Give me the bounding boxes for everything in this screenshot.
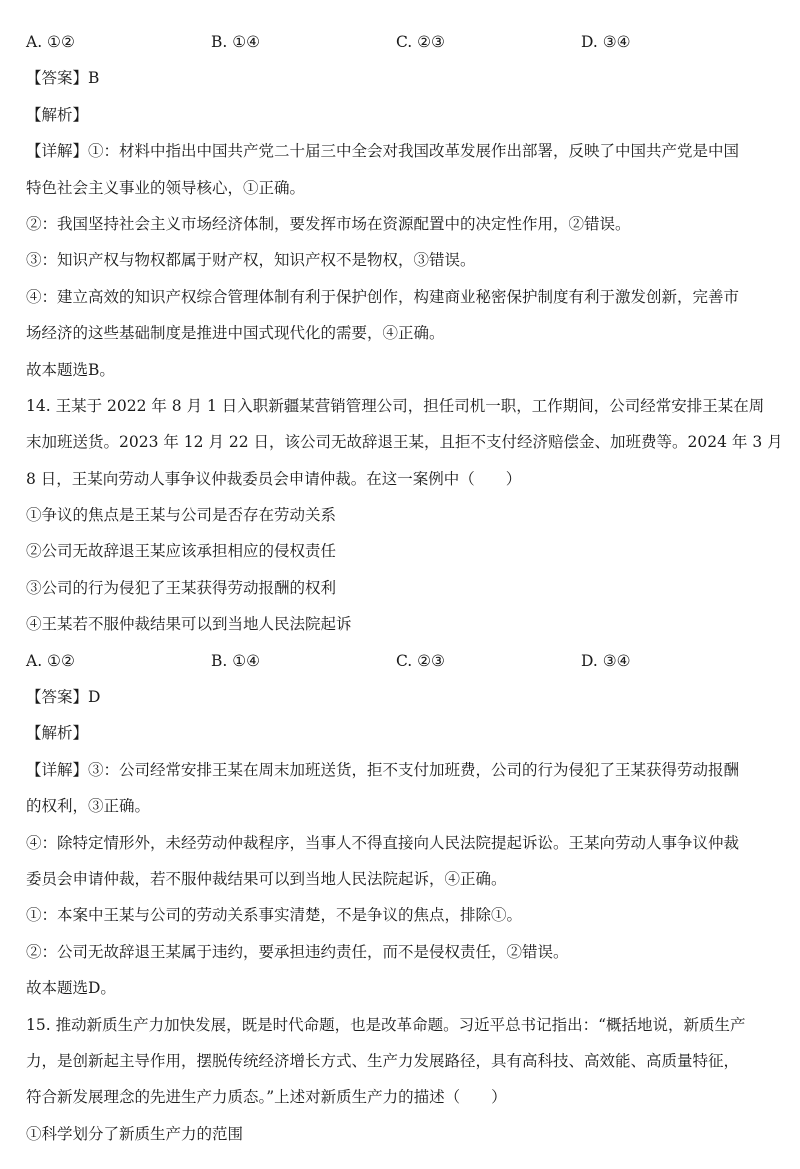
q13-answer: 【答案】B xyxy=(26,69,100,88)
q13-point-3: ③：知识产权与物权都属于财产权，知识产权不是物权，③错误。 xyxy=(26,251,476,270)
q14-stem-line: 14. 王某于 2022 年 8 月 1 日入职新疆某营销管理公司，担任司机一职，工作期间，公司经常安排王某在周 xyxy=(26,396,765,415)
q15-stem-line: 力，是创新起主导作用，摆脱传统经济增长方式、生产力发展路径，具有高科技、高效能、高质量特征， xyxy=(26,1051,740,1070)
document-page xyxy=(26,30,783,1158)
q14-point-4 xyxy=(26,831,778,891)
q14-answer: 【答案】D xyxy=(26,688,101,707)
q14-statement-2: ②公司无故辞退王某应该承担相应的侵权责任 xyxy=(26,542,337,561)
q14-stem xyxy=(26,394,783,491)
q14-point-4-line: 委员会申请仲裁，若不服仲裁结果可以到当地人民法院起诉，④正确。 xyxy=(26,869,507,888)
q14-conclusion: 故本题选D。 xyxy=(26,979,116,998)
q14-option-d: D. ③④ xyxy=(581,651,631,670)
q15-stem xyxy=(26,1013,778,1110)
q13-options xyxy=(26,30,778,54)
q13-point-4 xyxy=(26,285,778,345)
q14-point-1: ①：本案中王某与公司的劳动关系事实清楚，不是争议的焦点，排除①。 xyxy=(26,906,523,925)
q14-point-2: ②：公司无故辞退王某属于违约，要承担违约责任，而不是侵权责任，②错误。 xyxy=(26,942,569,961)
q14-statement-1: ①争议的焦点是王某与公司是否存在劳动关系 xyxy=(26,506,337,525)
q13-point-4-line: 场经济的这些基础制度是推进中国式现代化的需要，④正确。 xyxy=(26,324,445,343)
q13-detail xyxy=(26,139,778,199)
q14-analysis-label: 【解析】 xyxy=(26,724,89,743)
q14-option-c: C. ②③ xyxy=(396,651,445,670)
q14-stem-line: 末加班送货。2023 年 12 月 22 日，该公司无故辞退王某，且拒不支付经济赔偿金、加班费等。2024 年 3 月 xyxy=(26,433,783,452)
q14-statement-4: ④王某若不服仲裁结果可以到当地人民法院起诉 xyxy=(26,615,352,634)
q13-detail-line: 特色社会主义事业的领导核心，①正确。 xyxy=(26,178,306,197)
q14-detail-line: 的权利，③正确。 xyxy=(26,797,151,816)
q13-option-c: C. ②③ xyxy=(396,33,445,51)
q15-stem-line: 符合新发展理念的先进生产力质态。”上述对新质生产力的描述（ ） xyxy=(26,1088,507,1107)
q14-option-a: A. ①② xyxy=(26,651,75,670)
q14-detail xyxy=(26,758,778,818)
q13-option-b: B. ①④ xyxy=(211,33,261,51)
q14-stem-line: 8 日，王某向劳动人事争议仲裁委员会申请仲裁。在这一案例中（ ） xyxy=(26,469,522,488)
q13-option-d: D. ③④ xyxy=(581,33,631,51)
q13-detail-line: 【详解】①：材料中指出中国共产党二十届三中全会对我国改革发展作出部署，反映了中国共产党是中国 xyxy=(26,142,740,161)
q13-conclusion: 故本题选B。 xyxy=(26,360,115,379)
q13-point-4-line: ④：建立高效的知识产权综合管理体制有利于保护创作，构建商业秘密保护制度有利于激发创新，完善市 xyxy=(26,287,740,306)
q13-option-a: A. ①② xyxy=(26,33,75,51)
q14-point-4-line: ④：除特定情形外，未经劳动仲裁程序，当事人不得直接向人民法院提起诉讼。王某向劳动人事争议仲裁 xyxy=(26,833,740,852)
q14-option-b: B. ①④ xyxy=(211,651,261,670)
q14-detail-line: 【详解】③：公司经常安排王某在周末加班送货，拒不支付加班费，公司的行为侵犯了王某获得劳动报酬 xyxy=(26,760,740,779)
q14-options xyxy=(26,649,778,673)
q15-stem-line: 15. 推动新质生产力加快发展，既是时代命题，也是改革命题。习近平总书记指出：“概括地说，新质生产 xyxy=(26,1015,746,1034)
q15-statement-1: ①科学划分了新质生产力的范围 xyxy=(26,1124,244,1143)
q13-analysis-label: 【解析】 xyxy=(26,105,89,124)
q13-point-2: ②：我国坚持社会主义市场经济体制，要发挥市场在资源配置中的决定性作用，②错误。 xyxy=(26,214,631,233)
q14-statement-3: ③公司的行为侵犯了王某获得劳动报酬的权利 xyxy=(26,578,337,597)
